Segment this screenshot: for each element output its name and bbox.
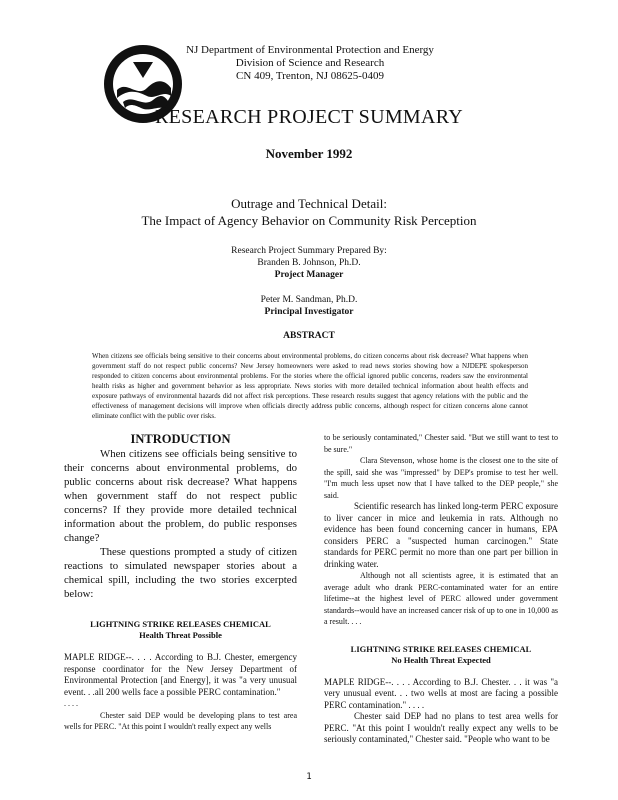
story2-paragraph-2: Chester said DEP had no plans to test area wells for PERC. "At this point I wouldn't really expect any wells to be seriously contaminated," Chester said. "People who want to be	[324, 711, 558, 744]
story1-paragraph-2: Chester said DEP would be developing plans to test area wells for PERC. "At this point I wouldn't really expect any wells	[64, 710, 297, 731]
publication-date: November 1992	[265, 146, 353, 161]
author1-name: Branden B. Johnson, Ph.D.	[257, 258, 361, 268]
story1-title: LIGHTNING STRIKE RELEASES CHEMICAL	[90, 619, 271, 629]
stevenson-paragraph: Clara Stevenson, whose home is the closest one to the site of the spill, said she was "impressed" by DEP's promise to test her well. "I'm much less upset now that I have talked to the DEP people," she said.	[324, 456, 558, 500]
right-column	[324, 432, 558, 746]
story2-title: LIGHTNING STRIKE RELEASES CHEMICAL	[350, 643, 532, 654]
story2-subtitle: No Health Threat Expected	[391, 654, 491, 665]
doc-type-title: RESEARCH PROJECT SUMMARY	[154, 106, 464, 128]
paper-title-line2: The Impact of Agency Behavior on Community Risk Perception	[141, 213, 477, 228]
agency-address: CN 409, Trenton, NJ 08625-0409	[236, 70, 384, 82]
author1-role: Project Manager	[274, 270, 344, 280]
intro-paragraph-2: These questions prompted a study of citizen reactions to simulated newspaper stories about a chemical spill, including the two stories excerpted below:	[64, 546, 297, 600]
page-number: 1	[306, 772, 312, 782]
paper-title-line1: Outrage and Technical Detail:	[231, 196, 387, 211]
prepared-by-label: Research Project Summary Prepared By:	[231, 246, 387, 256]
intro-paragraph-1: When citizens see officials being sensitive to their concerns about environmental problems, do public concerns about risk decrease? What happens when government staff do not respect public concerns? If they provide more detailed technical information about the problem, do public responses change?	[64, 448, 297, 544]
story1-paragraph-1: MAPLE RIDGE--. . . . According to B.J. Chester, emergency response coordinator for the New Jersey Department of Environmental Protection [and Energy], it was "a very unusual event. . .all 200 wells face a possible PERC contamination."	[64, 652, 297, 697]
author2-name: Peter M. Sandman, Ph.D.	[260, 295, 358, 305]
author2-role: Principal Investigator	[264, 307, 354, 317]
story2-paragraph-1: MAPLE RIDGE--. . . . According to B.J. Chester. . . it was "a very unusual event. . . two wells at most are facing a possible PERC contamination." . . . .	[324, 676, 558, 710]
story1-continued-paragraph: to be seriously contaminated," Chester said. "But we still want to test to be sure."	[324, 433, 558, 454]
risk-estimate-paragraph: Although not all scientists agree, it is estimated that an average adult who drank PERC-contaminated water for an entire lifetime--at the highest level of PERC allowed under government standards--would have an increased cancer risk of up to one in 10,000 as a result. . . .	[324, 571, 558, 626]
introduction-heading: INTRODUCTION	[130, 432, 231, 446]
abstract-text: When citizens see officials being sensitive to their concerns about environmental problems, do citizen concerns about risk decrease? What happens when government staff do not respect public concerns? New Jersey homeowners were asked to read news stories showing how a NJDEPE spokesperson responded to citizen concerns about environmental problems. For the stories where the official ignored public concerns, readers saw the environmental health risks as higher and government behavior as less appropriate. News stories with more detailed technical information about health effects and exposure pathways of environmental hazards did not affect risk perceptions. These research results suggest that agency relations with the public and the effectiveness of management decisions will improve when officials directly address public concerns, although respect for citizen concerns alone cannot eliminate conflict with the public over risks.	[92, 352, 528, 420]
story1-subtitle: Health Threat Possible	[139, 630, 222, 640]
story1-ellipsis: . . . .	[64, 699, 78, 708]
agency-name: NJ Department of Environmental Protection and Energy	[186, 44, 434, 56]
abstract-heading: ABSTRACT	[283, 331, 335, 341]
left-column	[64, 432, 297, 733]
division-name: Division of Science and Research	[235, 57, 385, 69]
research-paragraph: Scientific research has linked long-term PERC exposure to liver cancer in mice and leukemia in rats. Although no evidence has been found concerning cancer in humans, EPA considers PERC a "suspected human carcinogen." State standards for PERC permit no more than one part per billion in drinking water.	[324, 501, 558, 569]
